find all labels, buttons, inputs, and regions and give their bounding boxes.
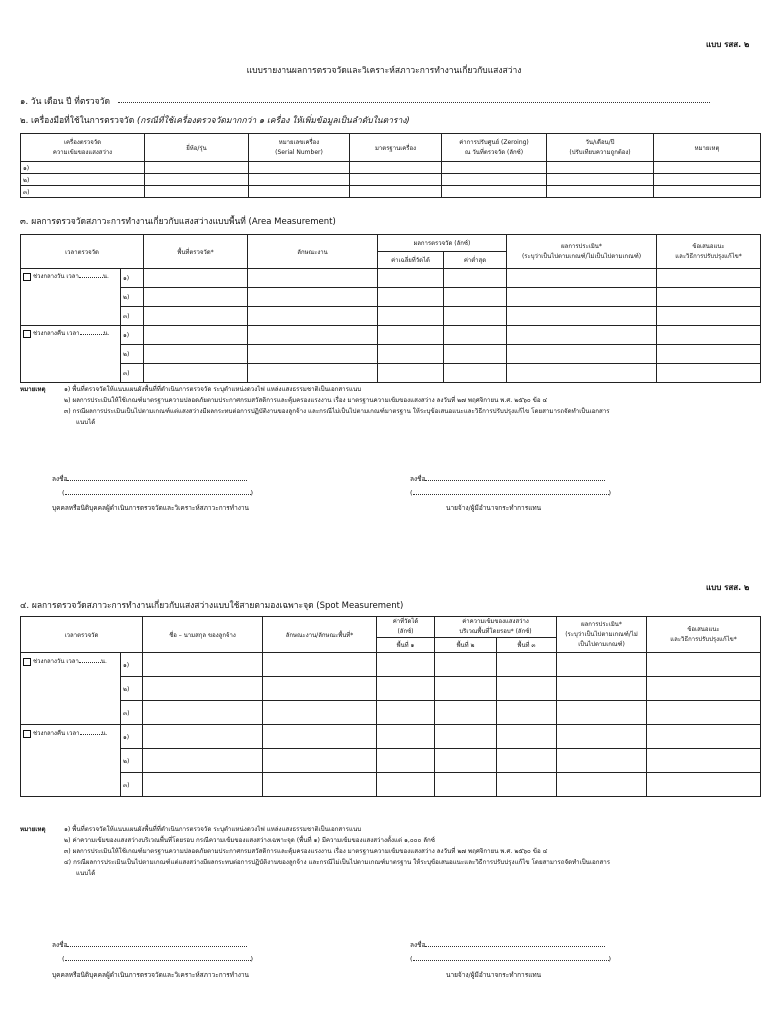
th-remark: หมายเหตุ: [654, 134, 761, 162]
instrument-table: [20, 133, 761, 198]
th-suggestion: ข้อเสนอแนะ และวิธีการปรับปรุงแก้ไข*: [657, 235, 761, 269]
section-4-label: ๔. ผลการตรวจวัดสภาวะการทำงานเกี่ยวกับแสงสว่างแบบใช้สายตามองเฉพาะจุด (Spot Measurement): [20, 601, 404, 611]
day-shift-cell: ช่วงกลางวัน เวลา น.: [21, 653, 121, 725]
th-avg: ค่าเฉลี่ยที่วัดได้: [378, 252, 444, 269]
day-shift-cell: ช่วงกลางวัน เวลา น.: [21, 269, 121, 326]
th-surround: ค่าความเข้มของแสงสว่าง บริเวณพื้นที่โดยรอบ* (ลักซ์): [435, 617, 557, 638]
th-eval: ผลการประเมิน* (ระบุว่าเป็นไปตามเกณฑ์/ไม่เป็นไปตามเกณฑ์): [507, 235, 657, 269]
date-field[interactable]: [118, 94, 710, 103]
th-suggestion: ข้อเสนอแนะ และวิธีการปรับปรุงแก้ไข*: [647, 617, 761, 653]
notes-label-2: หมายเหตุ: [20, 826, 46, 833]
day-checkbox[interactable]: [23, 658, 31, 666]
night-checkbox[interactable]: [23, 730, 31, 738]
form-code: แบบ รสส. ๒: [706, 40, 750, 49]
night-shift-cell: ช่วงกลางคืน เวลา น.: [21, 326, 121, 383]
table-row: ๓): [21, 186, 761, 198]
notes-spot: ๑) พื้นที่ตรวจวัดให้แนบแผนผังพื้นที่ที่ดำเนินการตรวจวัด ระบุตำแหน่งดวงไฟ แหล่งแสงธรรมชาติเป็นเอกสารแนบ ๒) ค่าความเข้มของแสงสว่างบริเวณพื้นที่โดยรอบ กรณีความเข้มของแสงสว่างเฉพาะจุด (พื้นที่ ๑) มีความเข้มของแสงสว่างตั้งแต่ ๑,๐๐๐ ลักซ์ ๓) ผลการประเมินให้ใช้เกณฑ์มาตรฐานความปลอดภัยตามประกาศกรมสวัสดิการและคุ้มครองแรงงาน เรื่อง มาตรฐานความเข้มของแสงสว่าง ลงวันที่ ๒๗ พฤศจิกายน พ.ศ. ๒๕๖๐ ข้อ ๔ ๔) กรณีผลการประเมินเป็นไปตามเกณฑ์แต่แสงสว่างมีผลกระทบต่อการปฏิบัติงานของลูกจ้าง และกรณีไม่เป็นไปตามเกณฑ์มาตรฐาน ให้ระบุข้อเสนอแนะและวิธีการปรับปรุงแก้ไข โดยสามารถจัดทำเป็นเอกสาร แนบได้: [64, 826, 611, 877]
th-min: ค่าต่ำสุด: [444, 252, 507, 269]
section-2-note: (กรณีที่ใช้เครื่องตรวจวัดมากกว่า ๑ เครื่อง ให้เพิ่มข้อมูลเป็นลำดับในตาราง): [136, 116, 410, 126]
section-1-label: ๑. วัน เดือน ปี ที่ตรวจวัด: [20, 97, 110, 107]
th-standard: มาตรฐานเครื่อง: [350, 134, 442, 162]
sign-left-caption: บุคคลหรือนิติบุคคลผู้ดำเนินการตรวจวัดและวิเคราะห์สภาวะการทำงาน: [52, 504, 249, 512]
th-area: พื้นที่ตรวจวัด*: [144, 235, 248, 269]
area-table: เวลาตรวจวัด พื้นที่ตรวจวัด* ลักษณะงาน ผลการตรวจวัด (ลักซ์) ผลการประเมิน* (ระบุว่าเป็นไปตามเกณฑ์/ไม่เป็นไปตามเกณฑ์) ข้อเสนอแนะ และวิธีการปรับปรุงแก้ไข* ค่าเฉลี่ยที่วัดได้ ค่าต่ำสุด ช่วงกลางวัน เวลา น. ๑) ๒) ๓) ช่วงกลางคืน เวลา น. ๑) ๒) ๓): [20, 234, 761, 383]
th-work: ลักษณะงาน/ลักษณะพื้นที่*: [263, 617, 377, 653]
sign-right: ลงชื่อ: [410, 474, 605, 484]
th-point-2: พื้นที่ ๒: [435, 638, 497, 653]
spot-table: เวลาตรวจวัด ชื่อ – นามสกุล ของลูกจ้าง ลักษณะงาน/ลักษณะพื้นที่* ค่าที่วัดได้ (ลักซ์) ค่าความเข้มของแสงสว่าง บริเวณพื้นที่โดยรอบ* (ลักซ์) ผลการประเมิน* (ระบุว่าเป็นไปตามเกณฑ์/ไม่ เป็นไปตามเกณฑ์) ข้อเสนอแนะ และวิธีการปรับปรุงแก้ไข* พื้นที่ ๑ พื้นที่ ๒ พื้นที่ ๓ ช่วงกลางวัน เวลา น. ๑) ๒) ๓) ช่วงกลางคืน เวลา น. ๑) ๒) ๓): [20, 616, 761, 797]
th-zeroing: ค่าการปรับศูนย์ (Zeroing) ณ วันที่ตรวจวัด (ลักซ์): [442, 134, 547, 162]
section-2-label: [20, 113, 410, 127]
day-checkbox[interactable]: [23, 273, 31, 281]
th-serial: หมายเลขเครื่อง (Serial Number): [249, 134, 350, 162]
th-eval: ผลการประเมิน* (ระบุว่าเป็นไปตามเกณฑ์/ไม่ เป็นไปตามเกณฑ์): [557, 617, 647, 653]
section-3-label: ๓. ผลการตรวจวัดสภาวะการทำงานเกี่ยวกับแสงสว่างแบบพื้นที่ (Area Measurement): [20, 217, 336, 227]
form-code-2: แบบ รสส. ๒: [706, 583, 750, 592]
th-name: ชื่อ – นามสกุล ของลูกจ้าง: [143, 617, 263, 653]
th-time: เวลาตรวจวัด: [21, 617, 143, 653]
table-row: ๒): [21, 174, 761, 186]
notes-label: หมายเหตุ: [20, 386, 46, 393]
notes-area: ๑) พื้นที่ตรวจวัดให้แนบแผนผังพื้นที่ที่ดำเนินการตรวจวัด ระบุตำแหน่งดวงไฟ แหล่งแสงธรรมชาติเป็นเอกสารแนบ ๒) ผลการประเมินให้ใช้เกณฑ์มาตรฐานความปลอดภัยตามประกาศกรมสวัสดิการและคุ้มครองแรงงาน เรื่อง มาตรฐานความเข้มของแสงสว่าง ลงวันที่ ๒๗ พฤศจิกายน พ.ศ. ๒๕๖๐ ข้อ ๔ ๓) กรณีผลการประเมินเป็นไปตามเกณฑ์แต่แสงสว่างมีผลกระทบต่อการปฏิบัติงานของลูกจ้าง และกรณีไม่เป็นไปตามเกณฑ์มาตรฐาน ให้ระบุข้อเสนอแนะและวิธีการปรับปรุงแก้ไข โดยสามารถจัดทำเป็นเอกสาร แนบได้: [64, 386, 610, 426]
th-point-3: พื้นที่ ๓: [497, 638, 557, 653]
sign-right-caption-2: นายจ้าง/ผู้มีอำนาจกระทำการแทน: [446, 971, 542, 979]
th-calib: วัน/เดือน/ปี (ปรับเทียบความถูกต้อง): [547, 134, 654, 162]
night-shift-cell: ช่วงกลางคืน เวลา น.: [21, 725, 121, 797]
section-2-title: ๒. เครื่องมือที่ใช้ในการตรวจวัด: [20, 116, 135, 126]
table-row: ๑): [21, 162, 761, 174]
th-point-1: พื้นที่ ๑: [377, 638, 435, 653]
th-device: เครื่องตรวจวัด ความเข้มของแสงสว่าง: [21, 134, 145, 162]
sign-left-2: ลงชื่อ: [52, 940, 247, 950]
sign-right-2: ลงชื่อ: [410, 940, 605, 950]
th-time: เวลาตรวจวัด: [21, 235, 144, 269]
night-checkbox[interactable]: [23, 330, 31, 338]
sign-left: ลงชื่อ: [52, 474, 247, 484]
th-result: ผลการตรวจวัด (ลักซ์): [378, 235, 507, 252]
sign-left-caption-2: บุคคลหรือนิติบุคคลผู้ดำเนินการตรวจวัดและวิเคราะห์สภาวะการทำงาน: [52, 971, 249, 979]
th-work: ลักษณะงาน: [248, 235, 378, 269]
th-measured: ค่าที่วัดได้ (ลักซ์): [377, 617, 435, 638]
sign-right-caption: นายจ้าง/ผู้มีอำนาจกระทำการแทน: [446, 504, 542, 512]
page-title: แบบรายงานผลการตรวจวัดและวิเคราะห์สภาวะการทำงานเกี่ยวกับแสงสว่าง: [246, 66, 522, 76]
th-brand: ยี่ห้อ/รุ่น: [145, 134, 249, 162]
